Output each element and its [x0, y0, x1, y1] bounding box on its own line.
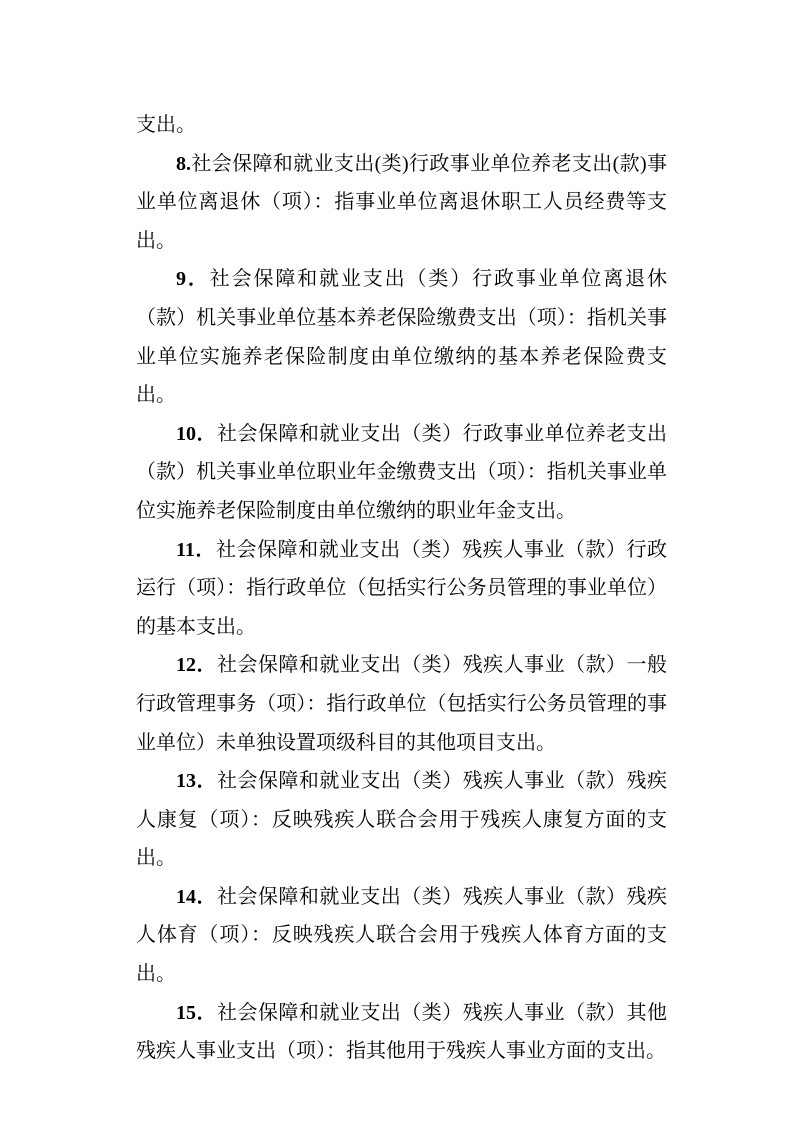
item-text: 社会保障和就业支出（类）残疾人事业（款）行政运行（项）：指行政单位（包括实行公务员管理的事业单位）的基本支出。 — [136, 538, 668, 638]
item-number-value: 9 — [176, 268, 186, 291]
item-number-separator: ． — [196, 885, 217, 908]
item-number — [176, 1002, 217, 1024]
paragraph-continuation: 支出。 — [136, 114, 196, 136]
item-number-value: 10 — [176, 422, 196, 445]
item-number-separator: ． — [186, 268, 210, 291]
paragraph-item-15 — [136, 994, 667, 1071]
item-number-separator: ． — [196, 1001, 217, 1024]
item-number — [176, 268, 210, 290]
item-number — [176, 886, 217, 908]
item-number-value: 8 — [176, 152, 186, 175]
item-text: 社会保障和就业支出(类)行政事业单位养老支出(款)事业单位离退休（项）：指事业单位离退休职工人员经费等支出。 — [136, 152, 667, 252]
paragraph-item-8 — [136, 145, 667, 261]
item-text: 社会保障和就业支出（类）行政事业单位离退休（款）机关事业单位基本养老保险缴费支出（项）：指机关事业单位实施养老保险制度由单位缴纳的基本养老保险费支出。 — [136, 268, 668, 407]
item-number-value: 14 — [176, 885, 196, 908]
item-number-separator: . — [186, 152, 191, 175]
paragraph-item-10 — [136, 415, 667, 531]
item-number-value: 15 — [176, 1001, 196, 1024]
item-number — [176, 539, 216, 561]
paragraph-item-13 — [136, 762, 667, 878]
item-text: 社会保障和就业支出（类）残疾人事业（款）一般行政管理事务（项）：指行政单位（包括实行公务员管理的事业单位）未单独设置项级科目的其他项目支出。 — [136, 654, 668, 754]
paragraph-item-12 — [136, 646, 667, 762]
item-number — [176, 770, 217, 792]
paragraph-item-11 — [136, 531, 667, 647]
item-number-separator: ． — [196, 422, 217, 445]
item-text: 社会保障和就业支出（类）残疾人事业（款）其他残疾人事业支出（项）：指其他用于残疾人事业方面的支出。 — [136, 1001, 668, 1063]
paragraph-item-9 — [136, 260, 667, 414]
item-number — [176, 153, 191, 175]
item-number — [176, 654, 217, 676]
item-number — [176, 423, 217, 445]
item-number-separator: ． — [196, 654, 217, 677]
item-number-value: 13 — [176, 770, 196, 793]
item-number-separator: ． — [196, 770, 217, 793]
item-number-value: 11 — [176, 538, 195, 561]
item-text: 社会保障和就业支出（类）残疾人事业（款）残疾人体育（项）：反映残疾人联合会用于残疾人体育方面的支出。 — [136, 885, 668, 986]
item-number-value: 12 — [176, 654, 196, 677]
item-number-separator: ． — [194, 538, 216, 561]
item-text: 社会保障和就业支出（类）残疾人事业（款）残疾人康复（项）：反映残疾人联合会用于残疾人康复方面的支出。 — [136, 770, 668, 870]
item-text: 社会保障和就业支出（类）行政事业单位养老支出（款）机关事业单位职业年金缴费支出（项）：指机关事业单位实施养老保险制度由单位缴纳的职业年金支出。 — [136, 422, 668, 522]
paragraph-item-14 — [136, 878, 667, 994]
